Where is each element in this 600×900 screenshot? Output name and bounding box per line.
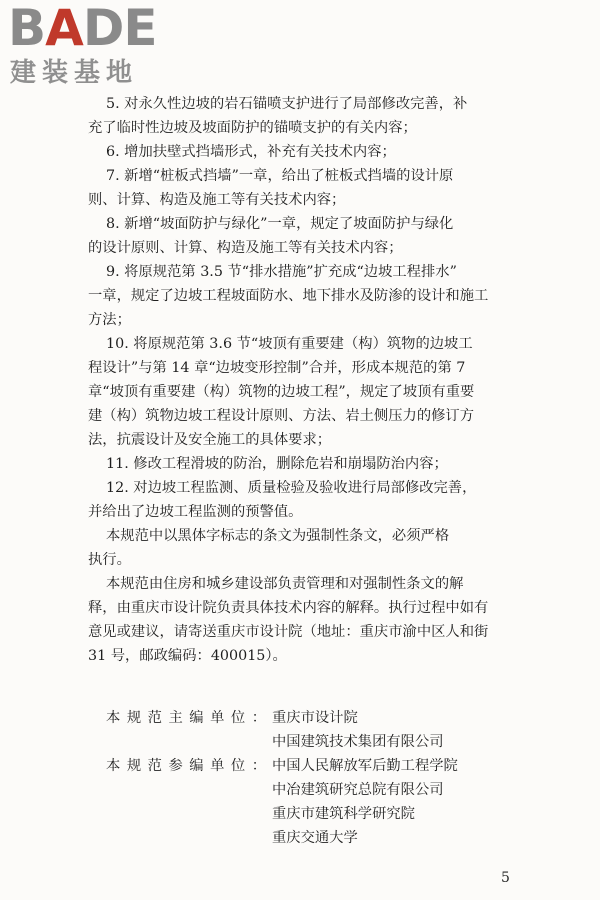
text-line: 本规范中以黑体字标志的条文为强制性条文，必须严格 [106, 528, 450, 544]
text-line: 的设计原则、计算、构造及施工等有关技术内容； [88, 240, 403, 256]
text-line: 并给出了边坡工程监测的预警值。 [88, 504, 303, 520]
unit-row-part-4 [88, 826, 540, 850]
participating-unit: 重庆市建筑科学研究院 [272, 806, 415, 822]
text-line: 方法； [88, 312, 131, 328]
text-line: 法，抗震设计及安全施工的具体要求； [88, 432, 332, 448]
text-line: 释，由重庆市设计院负责具体技术内容的解释。执行过程中如有 [88, 600, 489, 616]
units-list [88, 706, 540, 850]
text-line: 则、计算、构造及施工等有关技术内容； [88, 192, 346, 208]
text-line: 执行。 [88, 552, 131, 568]
text-line: 建（构）筑物边坡工程设计原则、方法、岩土侧压力的修订方 [88, 408, 475, 424]
participating-unit: 中国人民解放军后勤工程学院 [272, 758, 458, 774]
text-line: 一章，规定了边坡工程坡面防水、地下排水及防渗的设计和施工 [88, 288, 489, 304]
body-text [88, 92, 540, 668]
chief-editor-label: 本规范主编单位： [106, 710, 266, 726]
text-line: 意见或建议，请寄送重庆市设计院（地址：重庆市渝中区人和街 [88, 624, 489, 640]
text-line: 程设计”与第 14 章“边坡变形控制”合并，形成本规范的第 7 [88, 360, 466, 376]
text-line: 31 号，邮政编码：400015）。 [88, 648, 287, 664]
logo-subtitle: 建装基地 [10, 58, 139, 88]
text-line: 7. 新增“桩板式挡墙”一章，给出了桩板式挡墙的设计原 [106, 168, 454, 184]
participating-unit: 重庆交通大学 [272, 830, 358, 846]
logo-wordmark: BADE [8, 0, 157, 57]
unit-row-part-2 [88, 778, 540, 802]
text-line: 本规范由住房和城乡建设部负责管理和对强制性条文的解 [106, 576, 464, 592]
participating-label: 本规范参编单位： [106, 758, 266, 774]
text-line: 章“坡顶有重要建（构）筑物的边坡工程”，规定了坡顶有重要 [88, 384, 475, 400]
bade-logo [6, 0, 176, 95]
page-number: 5 [501, 870, 510, 886]
unit-row-chief-1 [88, 706, 540, 730]
text-line: 10. 将原规范第 3.6 节“坡顶有重要建（构）筑物的边坡工 [106, 336, 473, 352]
text-line: 12. 对边坡工程监测、质量检验及验收进行局部修改完善， [106, 480, 477, 496]
chief-editor-unit: 重庆市设计院 [272, 710, 358, 726]
unit-row-part-1 [88, 754, 540, 778]
unit-row-part-3 [88, 802, 540, 826]
text-line: 5. 对永久性边坡的岩石锚喷支护进行了局部修改完善，补 [106, 96, 468, 112]
text-line: 9. 将原规范第 3.5 节“排水措施”扩充成“边坡工程排水” [106, 264, 457, 280]
unit-row-chief-2 [88, 730, 540, 754]
text-line: 11. 修改工程滑坡的防治，删除危岩和崩塌防治内容； [106, 456, 448, 472]
participating-unit: 中冶建筑研究总院有限公司 [272, 782, 444, 798]
text-line: 6. 增加扶壁式挡墙形式，补充有关技术内容； [106, 144, 396, 160]
chief-editor-unit: 中国建筑技术集团有限公司 [272, 734, 444, 750]
text-line: 充了临时性边坡及坡面防护的锚喷支护的有关内容； [88, 120, 417, 136]
text-line: 8. 新增“坡面防护与绿化”一章，规定了坡面防护与绿化 [106, 216, 454, 232]
